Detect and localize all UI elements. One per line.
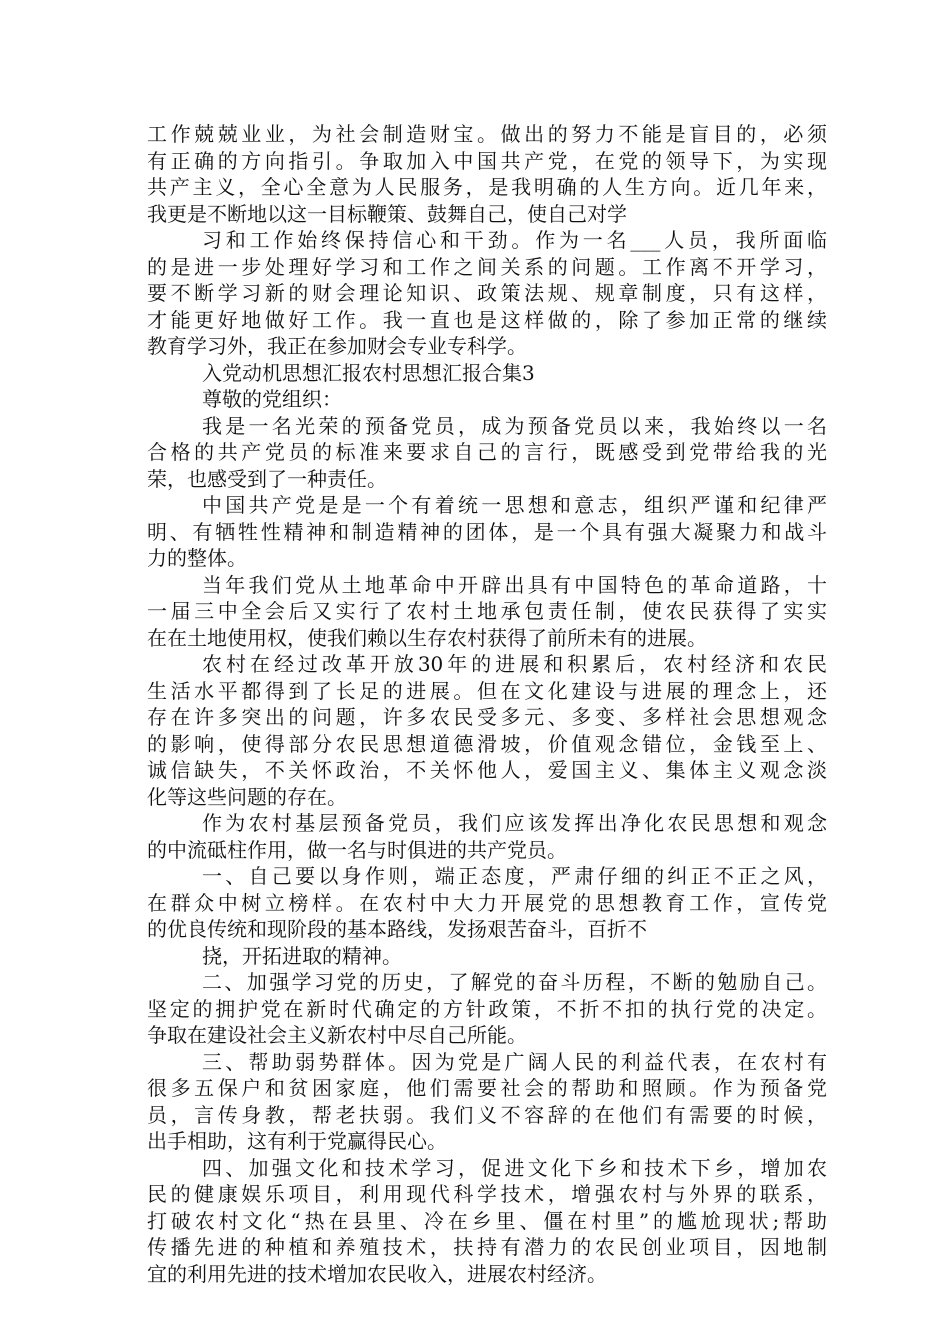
text-line: 要不断学习新的财会理论知识、政策法规、规章制度，只有这样，	[147, 281, 827, 305]
text-line: 习和工作始终保持信心和干劲。作为一名___人员，我所面临	[202, 228, 827, 252]
text-line: 二、加强学习党的历史，了解党的奋斗历程，不断的勉励自己。	[202, 970, 827, 994]
text-line: 作为农村基层预备党员，我们应该发挥出净化农民思想和观念	[202, 811, 827, 835]
text-line: 的是进一步处理好学习和工作之间关系的问题。工作离不开学习，	[147, 254, 827, 279]
text-line: 荣，也感受到了一种责任。	[147, 466, 387, 491]
document-body	[147, 121, 827, 1287]
text-line: 有正确的方向指引。争取加入中国共产党，在党的领导下，为实现	[147, 148, 827, 173]
text-line: 在群众中树立榜样。在农村中大力开展党的思想教育工作，宣传党	[147, 890, 827, 915]
text-line: 在在土地使用权，使我们赖以生存农村获得了前所未有的进展。	[147, 625, 707, 650]
text-line: 当年我们党从土地革命中开辟出具有中国特色的革命道路，十	[202, 572, 827, 597]
text-line: 一、自己要以身作则，端正态度，严肃仔细的纠正不正之风，	[202, 864, 827, 888]
text-line: 化等这些问题的存在。	[147, 784, 347, 809]
text-line: 一届三中全会后又实行了农村土地承包责任制，使农民获得了实实	[147, 599, 827, 623]
text-line: 我是一名光荣的预备党员，成为预备党员以来，我始终以一名	[202, 413, 827, 438]
text-line: 打破农村文化“热在县里、冷在乡里、僵在村里”的尴尬现状;帮助	[147, 1208, 827, 1233]
text-line: 教育学习外，我正在参加财会专业专科学。	[147, 334, 527, 358]
text-line: 共产主义，全心全意为人民服务，是我明确的人生方向。近几年来，	[147, 175, 827, 199]
text-line: 才能更好地做好工作。我一直也是这样做的，除了参加正常的继续	[147, 307, 827, 332]
text-line: 挠，开拓进取的精神。	[202, 943, 402, 968]
text-line: 明、有牺牲性精神和制造精神的团体，是一个具有强大凝聚力和战斗	[147, 519, 827, 544]
text-line: 争取在建设社会主义新农村中尽自己所能。	[147, 1023, 527, 1047]
text-line: 四、加强文化和技术学习，促进文化下乡和技术下乡，增加农	[202, 1155, 827, 1180]
text-line: 的优良传统和现阶段的基本路线，发扬艰苦奋斗，百折不	[147, 917, 647, 941]
text-line: 的中流砥柱作用，做一名与时俱进的共产党员。	[147, 837, 567, 862]
text-line: 力的整体。	[147, 546, 247, 570]
text-line: 我更是不断地以这一目标鞭策、鼓舞自己，使自己对学	[147, 201, 627, 226]
text-line: 工作兢兢业业，为社会制造财宝。做出的努力不能是盲目的，必须	[147, 122, 827, 146]
text-line: 诚信缺失，不关怀政治，不关怀他人，爱国主义、集体主义观念淡	[147, 758, 827, 782]
text-line: 合格的共产党员的标准来要求自己的言行，既感受到党带给我的光	[147, 440, 827, 464]
text-line: 宜的利用先进的技术增加农民收入，进展农村经济。	[147, 1261, 607, 1286]
text-line: 的影响，使得部分农民思想道德滑坡，价值观念错位，金钱至上、	[147, 731, 827, 756]
text-line: 农村在经过改革开放30年的进展和积累后，农村经济和农民	[202, 652, 827, 676]
text-line: 入党动机思想汇报农村思想汇报合集3	[202, 360, 535, 385]
text-line: 坚定的拥护党在新时代确定的方针政策，不折不扣的执行党的决定。	[147, 996, 827, 1021]
text-line: 尊敬的党组织：	[202, 387, 342, 411]
text-line: 生活水平都得到了长足的进展。但在文化建设与进展的理念上，还	[147, 678, 827, 703]
text-line: 很多五保户和贫困家庭，他们需要社会的帮助和照顾。作为预备党	[147, 1076, 827, 1100]
text-line: 传播先进的种植和养殖技术，扶持有潜力的农民创业项目，因地制	[147, 1235, 827, 1259]
text-line: 中国共产党是是一个有着统一思想和意志，组织严谨和纪律严	[202, 493, 827, 517]
text-line: 出手相助，这有利于党赢得民心。	[147, 1129, 447, 1153]
text-line: 员，言传身教，帮老扶弱。我们义不容辞的在他们有需要的时候，	[147, 1102, 827, 1127]
text-line: 民的健康娱乐项目，利用现代科学技术，增强农村与外界的联系，	[147, 1182, 827, 1206]
text-line: 存在许多突出的问题，许多农民受多元、多变、多样社会思想观念	[147, 705, 827, 729]
text-line: 三、帮助弱势群体。因为党是广阔人民的利益代表，在农村有	[202, 1049, 827, 1074]
